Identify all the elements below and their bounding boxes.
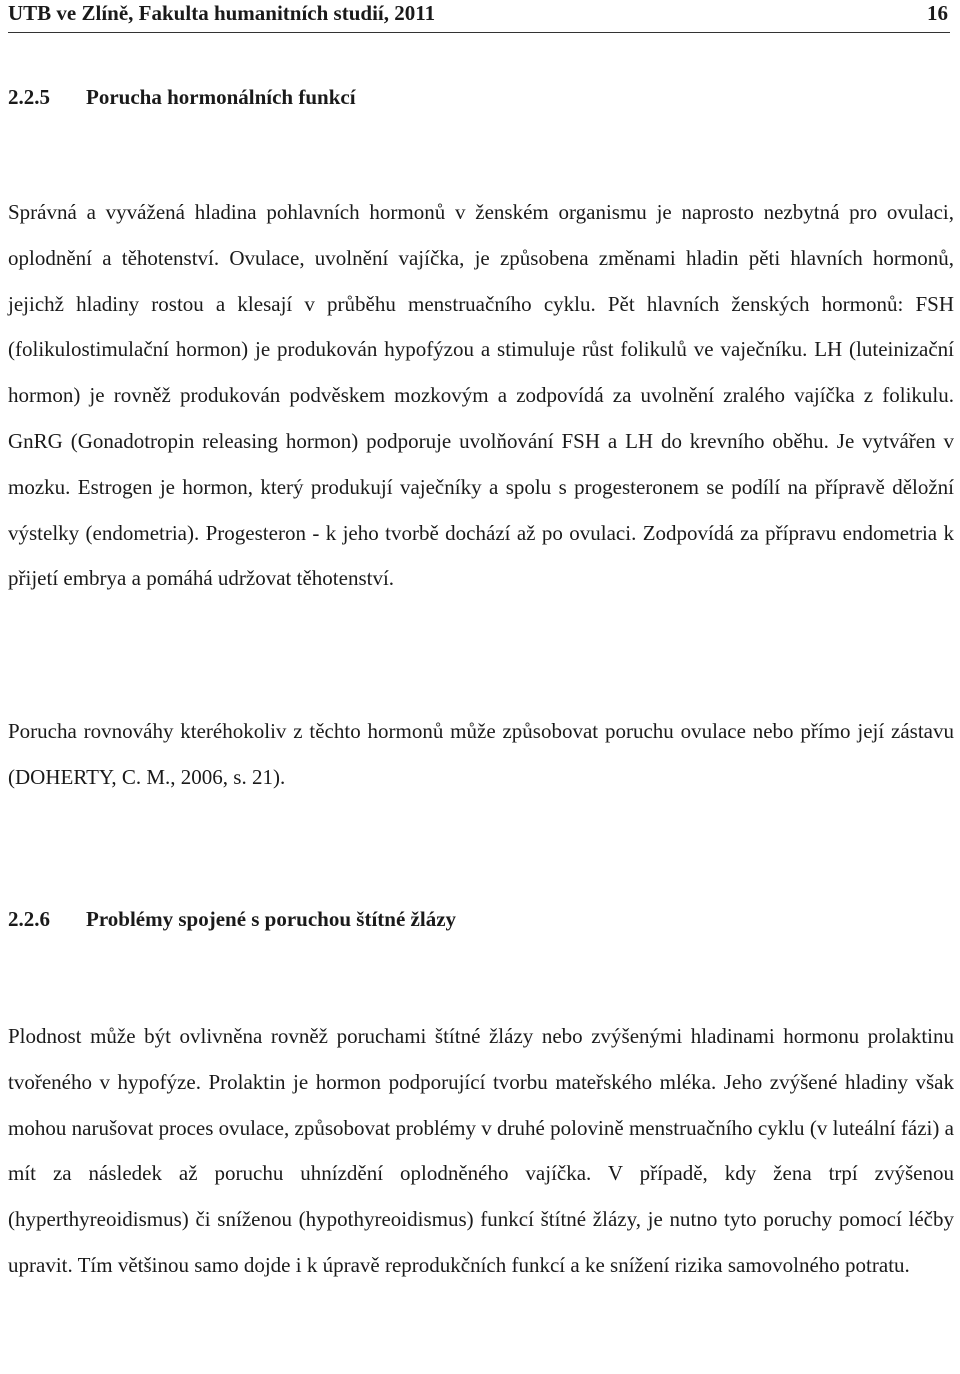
paragraph: Plodnost může být ovlivněna rovněž poruchami štítné žlázy nebo zvýšenými hladinami hormonu prolaktinu tvořeného v hypofýze. Prolaktin je hormon podporující tvorbu mateřského mléka. Jeho zvýšené hladiny však mohou narušovat proces ovulace, způsobovat problémy v druhé polovině menstruačního cyklu (v luteální fázi) a mít za následek až poruchu uhnízdění oplodněného vajíčka. V případě, kdy žena trpí zvýšenou (hyperthyreoidismus) či sníženou (hypothyreoidismus) funkcí štítné žlázy, je nutno tyto poruchy pomocí léčby upravit. Tím většinou samo dojde i k úpravě reprodukčních funkcí a ke snížení rizika samovolného potratu. — [8, 1024, 954, 1277]
section-title: Porucha hormonálních funkcí — [86, 85, 356, 109]
section-number: 2.2.6 — [8, 907, 50, 931]
section-heading-2-2-5 — [8, 84, 356, 110]
page-header — [8, 0, 950, 33]
page-number: 16 — [927, 1, 948, 25]
section-number: 2.2.5 — [8, 85, 50, 109]
paragraph: Porucha rovnováhy kteréhokoliv z těchto hormonů může způsobovat poruchu ovulace nebo přímo její zástavu (DOHERTY, C. M., 2006, s. 21). — [8, 719, 954, 789]
section-heading-2-2-6 — [8, 906, 456, 932]
paragraph: Správná a vyvážená hladina pohlavních hormonů v ženském organismu je naprosto nezbytná pro ovulaci, oplodnění a těhotenství. Ovulace, uvolnění vajíčka, je způsobena změnami hladin pěti hlavních hormonů, jejichž hladiny rostou a klesají v průběhu menstruačního cyklu. Pět hlavních ženských hormonů: FSH (folikulostimulační hormon) je produkován hypofýzou a stimuluje růst folikulů ve vaječníku. LH (luteinizační hormon) je rovněž produkován podvěskem mozkovým a zodpovídá za uvolnění zralého vajíčka z folikulu. GnRG (Gonadotropin releasing hormon) podporuje uvolňování FSH a LH do krevního oběhu. Je vytvářen v mozku. Estrogen je hormon, který produkují vaječníky a spolu s progesteronem se podílí na přípravě děložní výstelky (endometria). Progesteron - k jeho tvorbě dochází až po ovulaci. Zodpovídá za přípravu endometria k přijetí embrya a pomáhá udržovat těhotenství. — [8, 200, 954, 591]
section-title: Problémy spojené s poruchou štítné žlázy — [86, 907, 457, 931]
header-title: UTB ve Zlíně, Fakulta humanitních studií, 2011 — [8, 1, 436, 25]
